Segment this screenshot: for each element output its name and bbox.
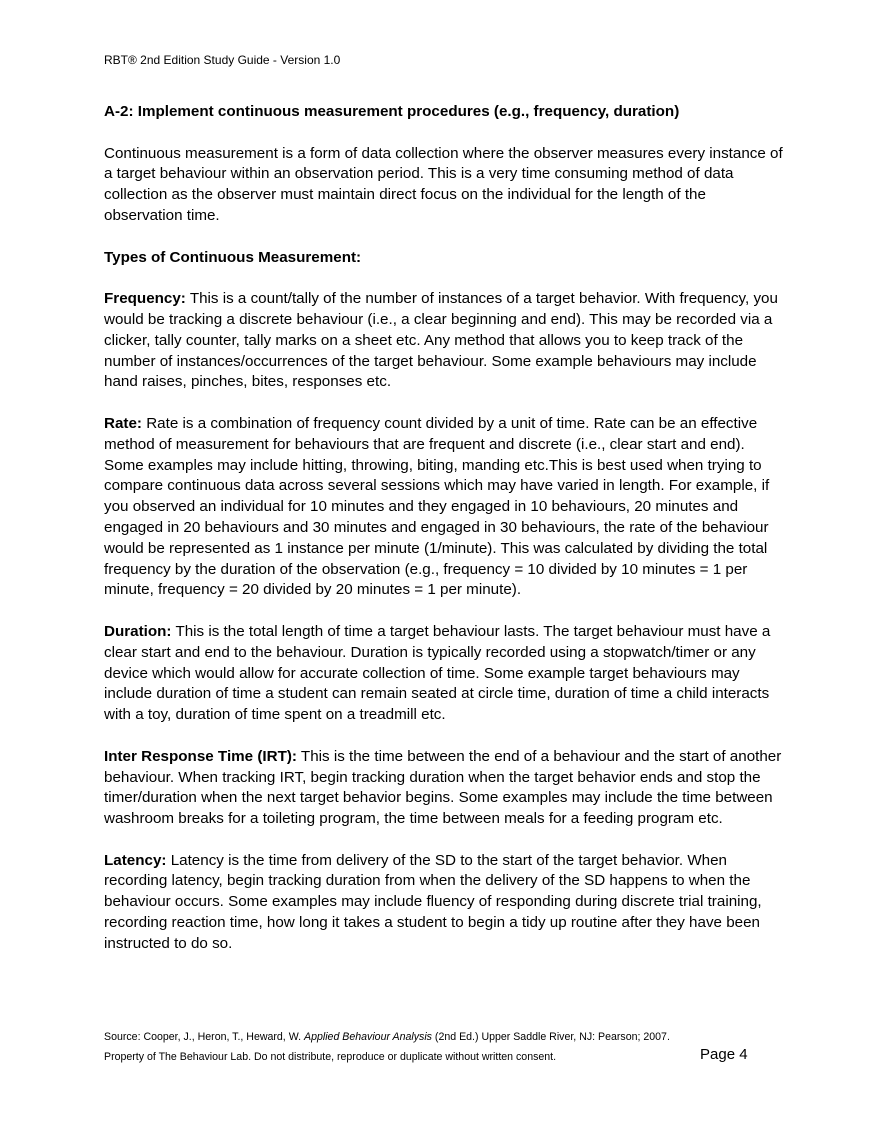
type-paragraph-duration xyxy=(104,622,784,726)
type-paragraph-frequency xyxy=(104,289,784,393)
intro-paragraph: Continuous measurement is a form of data collection where the observer measures every instance of a target behaviour within an observation period. This is a very time consuming method of data collection as the observer must maintain direct focus on the individual for the length of the observation time. xyxy=(104,144,783,224)
type-text-rate: Rate is a combination of frequency count divided by a unit of time. Rate can be an effective method of measurement for behaviours that are frequent and discrete (i.e., clear start and end). Some examples may include hitting, throwing, biting, manding etc.This is best used when trying to compare continuous data across several sessions which may have varied in length. For example, if you observed an individual for 10 minutes and they engaged in 10 behaviours, 20 minutes and engaged in 20 behaviours and 30 minutes and engaged in 30 behaviours, the rate of the behaviour would be represented as 1 instance per minute (1/minute). This was calculated by dividing the total frequency by the duration of the observation (e.g., frequency = 10 divided by 10 minutes = 1 per minute, frequency = 20 divided by 20 minutes = 1 per minute). xyxy=(104,414,770,599)
type-paragraph-latency xyxy=(104,851,784,955)
type-term-irt: Inter Response Time (IRT): xyxy=(104,747,297,765)
type-term-duration: Duration: xyxy=(104,622,172,640)
page-content xyxy=(104,102,784,975)
footer-source-prefix: Source: Cooper, J., Heron, T., Heward, W. xyxy=(104,1031,304,1043)
type-text-duration: This is the total length of time a target behaviour lasts. The target behaviour must have a clear start and end to the behaviour. Duration is typically recorded using a stopwatch/timer or any device which would allow for accurate collection of time. Some example target behaviours may include duration of time a student can remain seated at circle time, duration of time a child interacts with a toy, duration of time spent on a treadmill etc. xyxy=(104,622,771,724)
page-number: Page 4 xyxy=(700,1046,748,1063)
type-text-irt: This is the time between the end of a behaviour and the start of another behaviour. When tracking IRT, begin tracking duration when the target behavior ends and stop the timer/duration when the next target behavior begins. Some examples may include the time between washroom breaks for a toileting program, the time between meals for a feeding program etc. xyxy=(104,747,782,828)
footer-source-title: Applied Behaviour Analysis xyxy=(304,1031,432,1043)
footer-source-suffix: (2nd Ed.) Upper Saddle River, NJ: Pearson; 2007. xyxy=(431,1031,670,1043)
type-text-latency: Latency is the time from delivery of the SD to the start of the target behavior. When recording latency, begin tracking duration from when the delivery of the SD happens to when the behaviour occurs. Some examples may include fluency of responding during discrete trial training, recording reaction time, how long it takes a student to begin a tidy up routine after they have been instructed to do so. xyxy=(104,851,762,952)
type-term-rate: Rate: xyxy=(104,414,142,432)
running-header: RBT® 2nd Edition Study Guide - Version 1.0 xyxy=(104,53,341,67)
page-footer xyxy=(104,1030,784,1064)
footer-property: Property of The Behaviour Lab. Do not distribute, reproduce or duplicate without written consent. xyxy=(104,1051,557,1063)
footer-source xyxy=(104,1030,784,1044)
type-paragraph-rate xyxy=(104,414,784,601)
types-subheading: Types of Continuous Measurement: xyxy=(104,248,362,266)
section-heading: A-2: Implement continuous measurement procedures (e.g., frequency, duration) xyxy=(104,103,680,120)
type-paragraph-irt xyxy=(104,747,784,830)
type-term-frequency: Frequency: xyxy=(104,290,186,308)
type-text-frequency: This is a count/tally of the number of instances of a target behavior. With frequency, you would be tracking a discrete behaviour (i.e., a clear beginning and end). This may be recorded via a clicker, tally counter, tally marks on a sheet etc. Any method that allows you to keep track of the number of instances/occurrences of the target behaviour. Some example behaviours may include hand raises, pinches, bites, responses etc. xyxy=(104,290,778,391)
type-term-latency: Latency: xyxy=(104,851,167,869)
